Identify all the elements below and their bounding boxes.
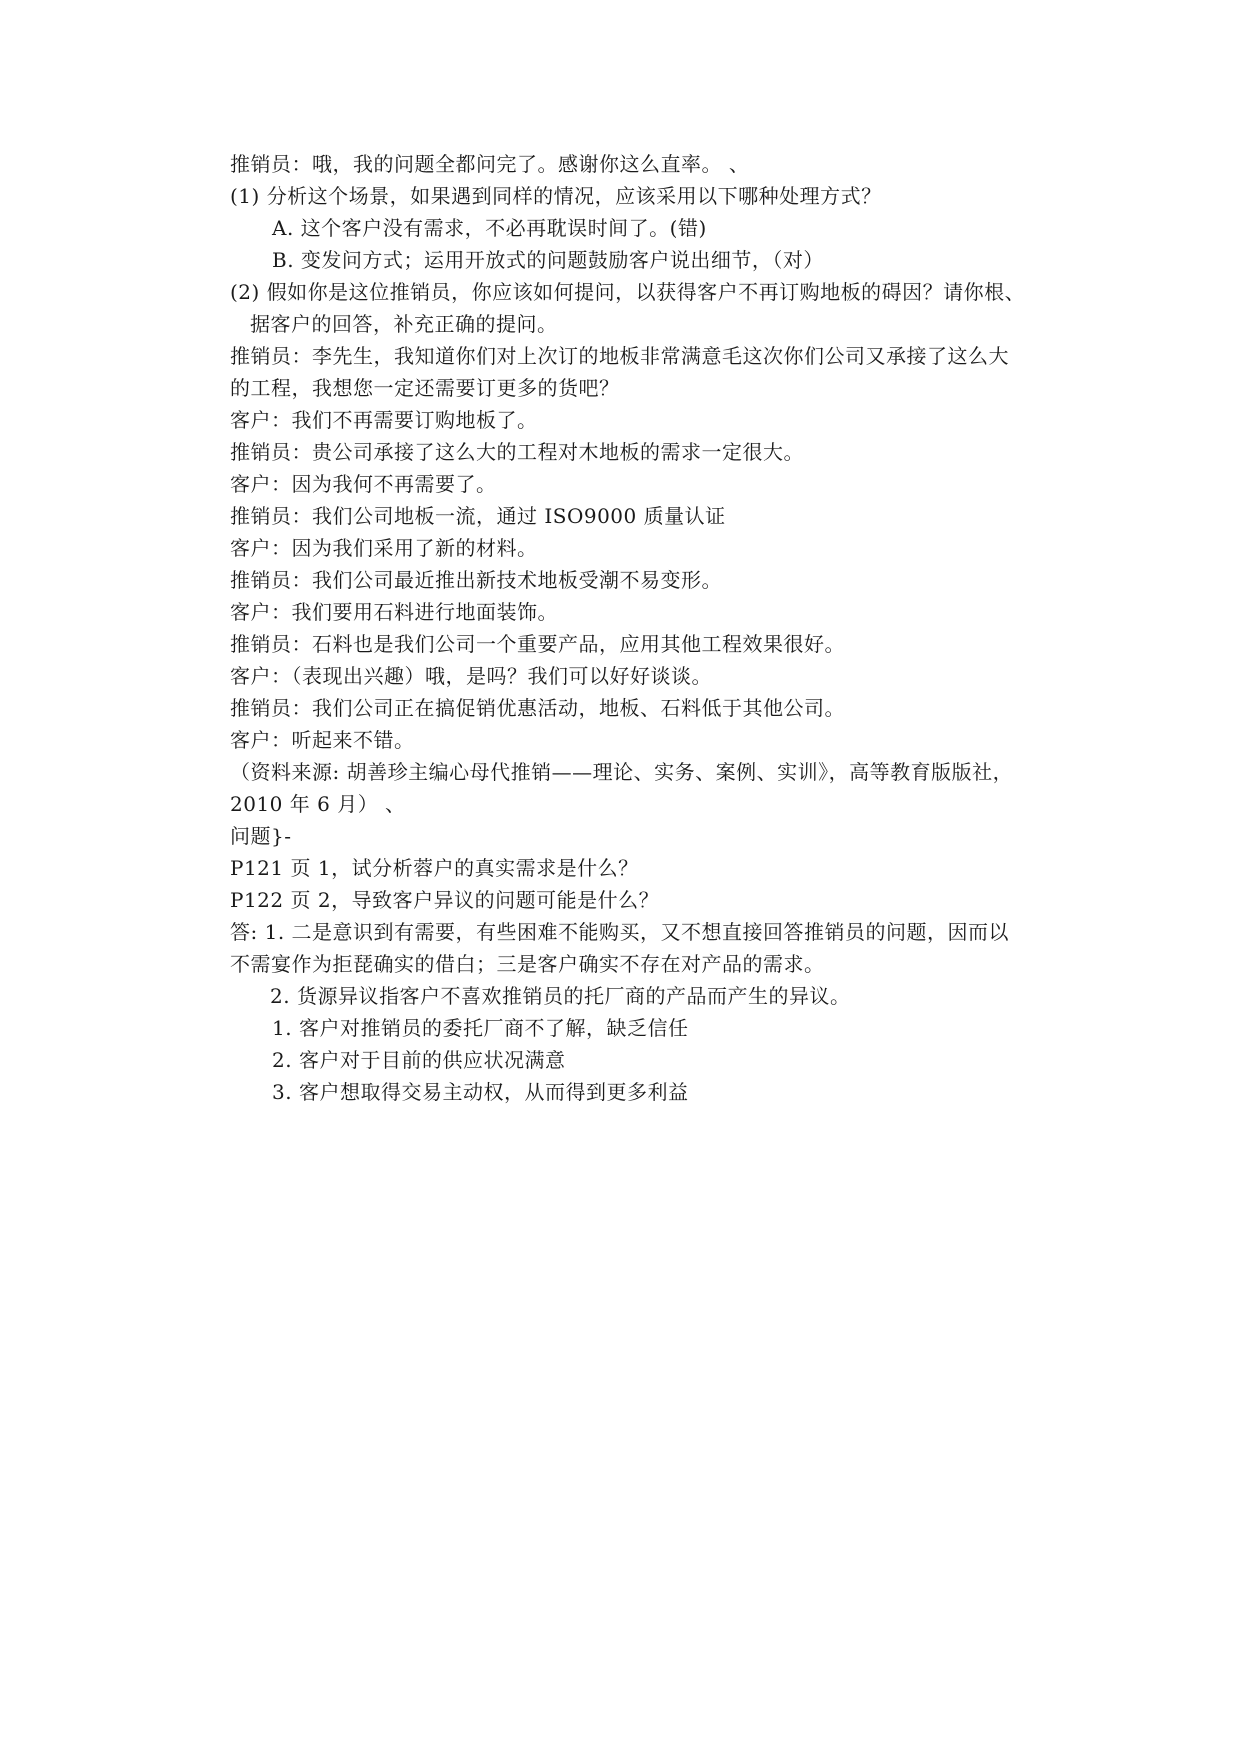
document-body [230,148,1060,1108]
question-line: P122 页 2，导致客户异议的问题可能是什么？ [230,888,660,912]
text-line: 推销员：哦，我的问题全都问完了。感谢你这么直率。 、 [230,152,750,176]
text-line: (2) 假如你是这位推销员，你应该如何提问，以获得客户不再订购地板的碍因？请你根、 [230,280,1026,304]
question-line: P121 页 1，试分析蓉户的真实需求是什么？ [230,856,639,880]
option-line: B. 变发问方式；运用开放式的问题鼓励客户说出细节，（对） [272,248,824,272]
dialogue-line: 推销员：我们公司正在搞促销优惠活动，地板、石料低于其他公司。 [230,696,845,720]
dialogue-line: 客户：我们不再需要订购地板了。 [230,408,538,432]
question-heading: 问题}- [230,824,292,848]
answer-list-item: 3. 客户想取得交易主动权，从而得到更多利益 [272,1080,689,1104]
dialogue-line: 的工程，我想您一定还需要订更多的货吧？ [230,376,620,400]
answer-line: 不需宴作为拒琵确实的借白；三是客户确实不存在对产品的需求。 [230,952,825,976]
answer-line: 2. 货源异议指客户不喜欢推销员的托厂商的产品而产生的异议。 [270,984,851,1008]
dialogue-line: 推销员：李先生，我知道你们对上次订的地板非常满意毛这次你们公司又承接了这么大 [230,344,1009,368]
dialogue-line: 客户：我们要用石料进行地面装饰。 [230,600,558,624]
dialogue-line: 推销员：我们公司最近推出新技术地板受潮不易变形。 [230,568,722,592]
source-line: （资料来源: 胡善珍主编心母代推销——理论、实务、案例、实训》，高等教育版版社， [230,760,1014,784]
option-line: A. 这个客户没有需求，不必再耽误时间了。(错) [272,216,707,240]
dialogue-line: 客户：因为我们采用了新的材料。 [230,536,538,560]
answer-list-item: 2. 客户对于目前的供应状况满意 [272,1048,566,1072]
source-line: 2010 年 6 月） 、 [230,792,406,816]
answer-line: 答: 1. 二是意识到有需要，有些困难不能购买，又不想直接回答推销员的问题，因而以 [230,920,1010,944]
text-line: 据客户的回答，补充正确的提问。 [250,312,558,336]
dialogue-line: 客户：听起来不错。 [230,728,415,752]
dialogue-line: 客户：（表现出兴趣）哦，是吗？我们可以好好谈谈。 [230,664,712,688]
dialogue-line: 推销员：贵公司承接了这么大的工程对木地板的需求一定很大。 [230,440,804,464]
dialogue-line: 客户：因为我何不再需要了。 [230,472,497,496]
dialogue-line: 推销员：我们公司地板一流，通过 ISO9000 质量认证 [230,504,726,528]
dialogue-line: 推销员：石料也是我们公司一个重要产品，应用其他工程效果很好。 [230,632,845,656]
text-line: (1) 分析这个场景，如果遇到同样的情况，应该采用以下哪种处理方式？ [230,184,882,208]
answer-list-item: 1. 客户对推销员的委托厂商不了解，缺乏信任 [272,1016,689,1040]
